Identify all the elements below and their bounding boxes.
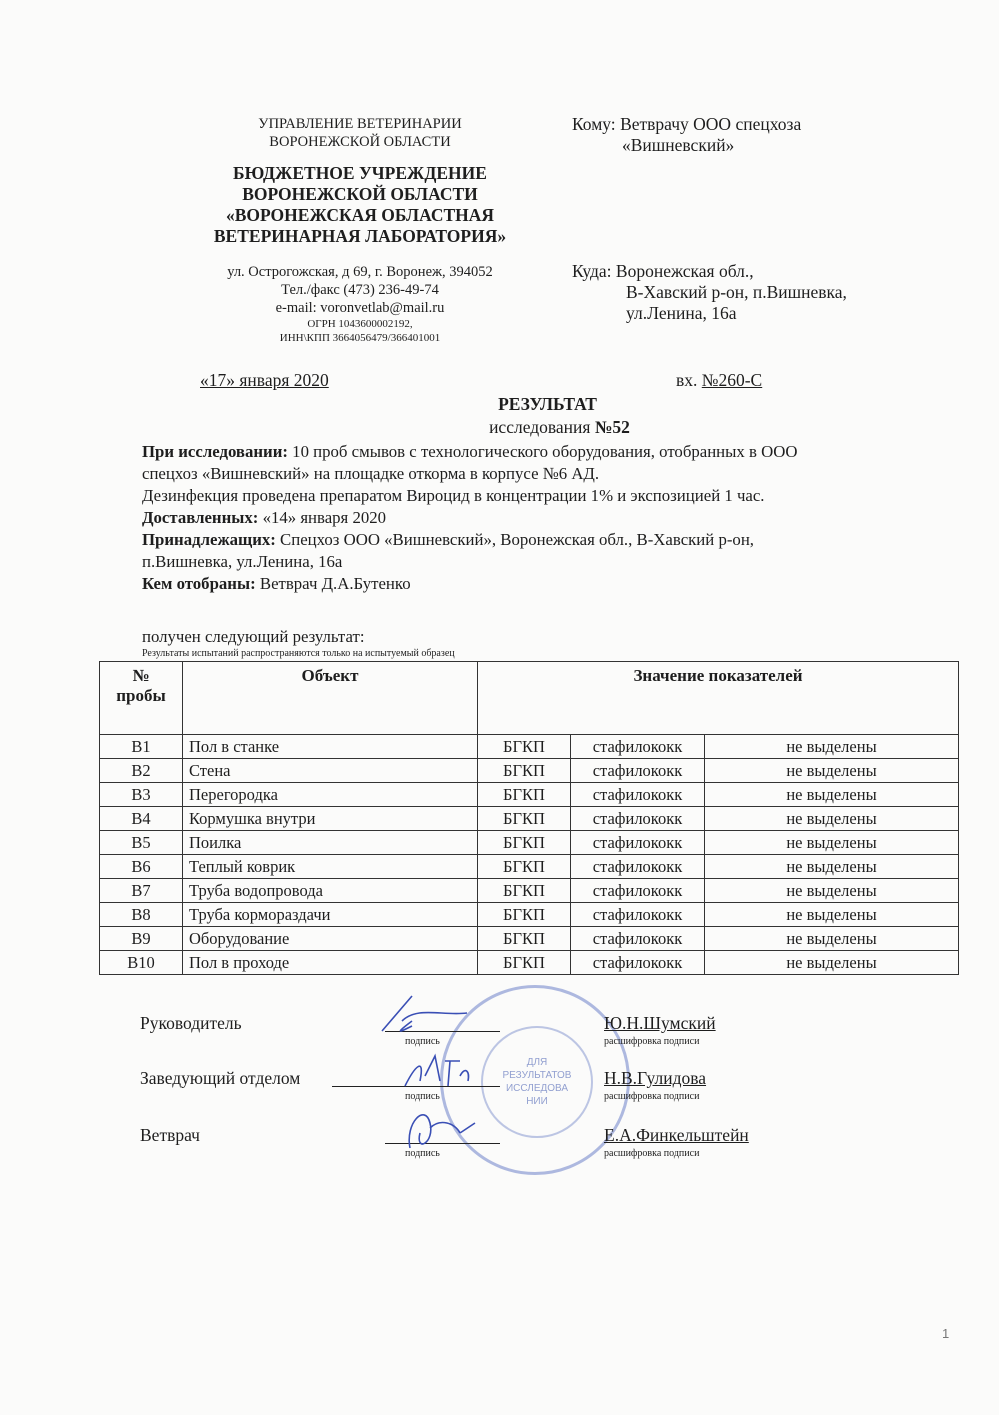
subtitle-prefix: исследования xyxy=(489,417,591,437)
signature-caption: подпись xyxy=(405,1036,440,1047)
org-line: ВОРОНЕЖСКОЙ ОБЛАСТИ xyxy=(242,184,478,204)
object-cell: Перегородка xyxy=(183,783,478,807)
recipient-label: Кому: xyxy=(572,114,616,134)
org-contacts xyxy=(180,263,540,345)
result-cell: не выделены xyxy=(705,735,959,759)
header-object: Объект xyxy=(183,662,478,735)
signer-name: Н.В.Гулидова xyxy=(604,1068,707,1088)
header-text: пробы xyxy=(116,686,166,705)
object-cell: Труба водопровода xyxy=(183,879,478,903)
result-cell: не выделены xyxy=(705,759,959,783)
recipient-value: «Вишневский» xyxy=(622,135,735,155)
indicator-bgkp-cell: БГКП xyxy=(478,927,571,951)
sample-id-cell: В6 xyxy=(100,855,183,879)
destination-value: Воронежская обл., xyxy=(615,261,754,281)
table-row xyxy=(100,807,959,831)
incoming-value: №260-С xyxy=(701,370,763,390)
result-cell: не выделены xyxy=(705,807,959,831)
stamp-text: ДЛЯ xyxy=(526,1057,548,1068)
table-header-row xyxy=(100,662,959,735)
signer-role: Руководитель xyxy=(140,1013,242,1033)
header-text: № xyxy=(132,666,150,685)
result-cell: не выделены xyxy=(705,831,959,855)
field-value: спецхоз «Вишневский» на площадке откорма в корпусе №6 АД. xyxy=(142,464,600,483)
indicator-bgkp-cell: БГКП xyxy=(478,759,571,783)
org-address: ул. Острогожская, д 69, г. Воронеж, 394052 xyxy=(227,264,493,280)
sample-id-cell: В5 xyxy=(100,831,183,855)
field-value: п.Вишневка, ул.Ленина, 16а xyxy=(142,552,343,571)
indicator-staph-cell: стафилококк xyxy=(571,807,705,831)
sample-id-cell: В4 xyxy=(100,807,183,831)
indicator-staph-cell: стафилококк xyxy=(571,735,705,759)
object-cell: Кормушка внутри xyxy=(183,807,478,831)
indicator-staph-cell: стафилококк xyxy=(571,879,705,903)
result-cell: не выделены xyxy=(705,951,959,975)
document-subtitle xyxy=(0,417,999,438)
result-cell: не выделены xyxy=(705,927,959,951)
sample-id-cell: В2 xyxy=(100,759,183,783)
sample-id-cell: В10 xyxy=(100,951,183,975)
signer-name-caption: расшифровка подписи xyxy=(604,1148,700,1159)
stamp-text: РЕЗУЛЬТАТОВ xyxy=(502,1070,572,1081)
result-cell: не выделены xyxy=(705,855,959,879)
sample-id-cell: В1 xyxy=(100,735,183,759)
dept-line: УПРАВЛЕНИЕ ВЕТЕРИНАРИИ xyxy=(258,116,462,132)
signer-name-caption: расшифровка подписи xyxy=(604,1036,700,1047)
indicator-staph-cell: стафилококк xyxy=(571,783,705,807)
signer-name: Ю.Н.Шумский xyxy=(604,1013,716,1033)
indicator-bgkp-cell: БГКП xyxy=(478,735,571,759)
table-row xyxy=(100,855,959,879)
indicator-staph-cell: стафилококк xyxy=(571,855,705,879)
org-ogrn: ОГРН 1043600002192, xyxy=(307,318,413,330)
result-intro: получен следующий результат: xyxy=(142,627,365,646)
signer-name: Е.А.Финкельштейн xyxy=(604,1125,749,1145)
field-label: При исследовании: xyxy=(142,442,288,461)
indicator-staph-cell: стафилококк xyxy=(571,951,705,975)
field-label: Принадлежащих: xyxy=(142,530,276,549)
research-details xyxy=(142,441,962,595)
object-cell: Пол в проходе xyxy=(183,951,478,975)
header-values: Значение показателей xyxy=(478,662,959,735)
org-line: БЮДЖЕТНОЕ УЧРЕЖДЕНИЕ xyxy=(233,163,487,183)
table-row xyxy=(100,759,959,783)
indicator-staph-cell: стафилококк xyxy=(571,831,705,855)
object-cell: Оборудование xyxy=(183,927,478,951)
signature-caption: подпись xyxy=(405,1148,440,1159)
destination-label: Куда: xyxy=(572,261,612,281)
table-row xyxy=(100,783,959,807)
table-row xyxy=(100,831,959,855)
study-number: №52 xyxy=(594,417,630,437)
disclaimer: Результаты испытаний распространяются только на испытуемый образец xyxy=(142,648,455,659)
object-cell: Поилка xyxy=(183,831,478,855)
table-row xyxy=(100,927,959,951)
field-value: Спецхоз ООО «Вишневский», Воронежская обл., В-Хавский р-он, xyxy=(280,530,754,549)
result-cell: не выделены xyxy=(705,903,959,927)
indicator-bgkp-cell: БГКП xyxy=(478,951,571,975)
incoming-prefix: вх. xyxy=(676,370,698,390)
org-name xyxy=(180,163,540,247)
signer-name-caption: расшифровка подписи xyxy=(604,1091,700,1102)
field-value: 10 проб смывов с технологического оборудования, отобранных в ООО xyxy=(292,442,798,461)
table-row xyxy=(100,903,959,927)
org-line: ВЕТЕРИНАРНАЯ ЛАБОРАТОРИЯ» xyxy=(213,226,507,246)
header-sample-number xyxy=(100,662,183,735)
object-cell: Теплый коврик xyxy=(183,855,478,879)
destination-value: В-Хавский р-он, п.Вишневка, xyxy=(626,282,847,302)
org-email: e-mail: voronvetlab@mail.ru xyxy=(275,300,445,316)
stamp-text: НИИ xyxy=(526,1096,548,1107)
document-date: «17» января 2020 xyxy=(200,370,329,390)
sample-id-cell: В7 xyxy=(100,879,183,903)
signer-role: Заведующий отделом xyxy=(140,1068,301,1088)
result-cell: не выделены xyxy=(705,879,959,903)
indicator-bgkp-cell: БГКП xyxy=(478,879,571,903)
disinfection-note: Дезинфекция проведена препаратом Вироцид в концентрации 1% и экспозицией 1 час. xyxy=(142,486,765,505)
recipient-value: Ветврачу ООО спецхоза xyxy=(620,114,802,134)
dept-line: ВОРОНЕЖСКОЙ ОБЛАСТИ xyxy=(269,134,451,150)
dept-header xyxy=(180,115,540,151)
sample-id-cell: В8 xyxy=(100,903,183,927)
indicator-bgkp-cell: БГКП xyxy=(478,903,571,927)
recipient-block xyxy=(572,114,932,156)
indicator-bgkp-cell: БГКП xyxy=(478,855,571,879)
field-value: «14» января 2020 xyxy=(262,508,387,527)
indicator-staph-cell: стафилококк xyxy=(571,759,705,783)
table-row xyxy=(100,951,959,975)
indicator-staph-cell: стафилококк xyxy=(571,927,705,951)
table-row xyxy=(100,879,959,903)
stamp-text: ИССЛЕДОВА xyxy=(505,1083,569,1094)
indicator-bgkp-cell: БГКП xyxy=(478,783,571,807)
incoming-number xyxy=(676,370,762,391)
field-label: Доставленных: xyxy=(142,508,259,527)
object-cell: Труба кормораздачи xyxy=(183,903,478,927)
field-label: Кем отобраны: xyxy=(142,574,256,593)
indicator-staph-cell: стафилококк xyxy=(571,903,705,927)
object-cell: Стена xyxy=(183,759,478,783)
field-value: Ветврач Д.А.Бутенко xyxy=(259,574,411,593)
document-title: РЕЗУЛЬТАТ xyxy=(498,394,597,414)
org-line: «ВОРОНЕЖСКАЯ ОБЛАСТНАЯ xyxy=(225,205,495,225)
signer-role: Ветврач xyxy=(140,1125,200,1145)
table-row xyxy=(100,735,959,759)
org-inn: ИНН\КПП 3664056479/366401001 xyxy=(279,332,441,344)
org-phone: Тел./факс (473) 236-49-74 xyxy=(281,282,439,298)
results-table xyxy=(99,661,959,975)
object-cell: Пол в станке xyxy=(183,735,478,759)
result-cell: не выделены xyxy=(705,783,959,807)
sample-id-cell: В9 xyxy=(100,927,183,951)
signature-caption: подпись xyxy=(405,1091,440,1102)
page-number: 1 xyxy=(942,1326,950,1341)
indicator-bgkp-cell: БГКП xyxy=(478,807,571,831)
destination-block xyxy=(572,261,932,324)
sample-id-cell: В3 xyxy=(100,783,183,807)
indicator-bgkp-cell: БГКП xyxy=(478,831,571,855)
destination-value: ул.Ленина, 16а xyxy=(626,303,737,323)
